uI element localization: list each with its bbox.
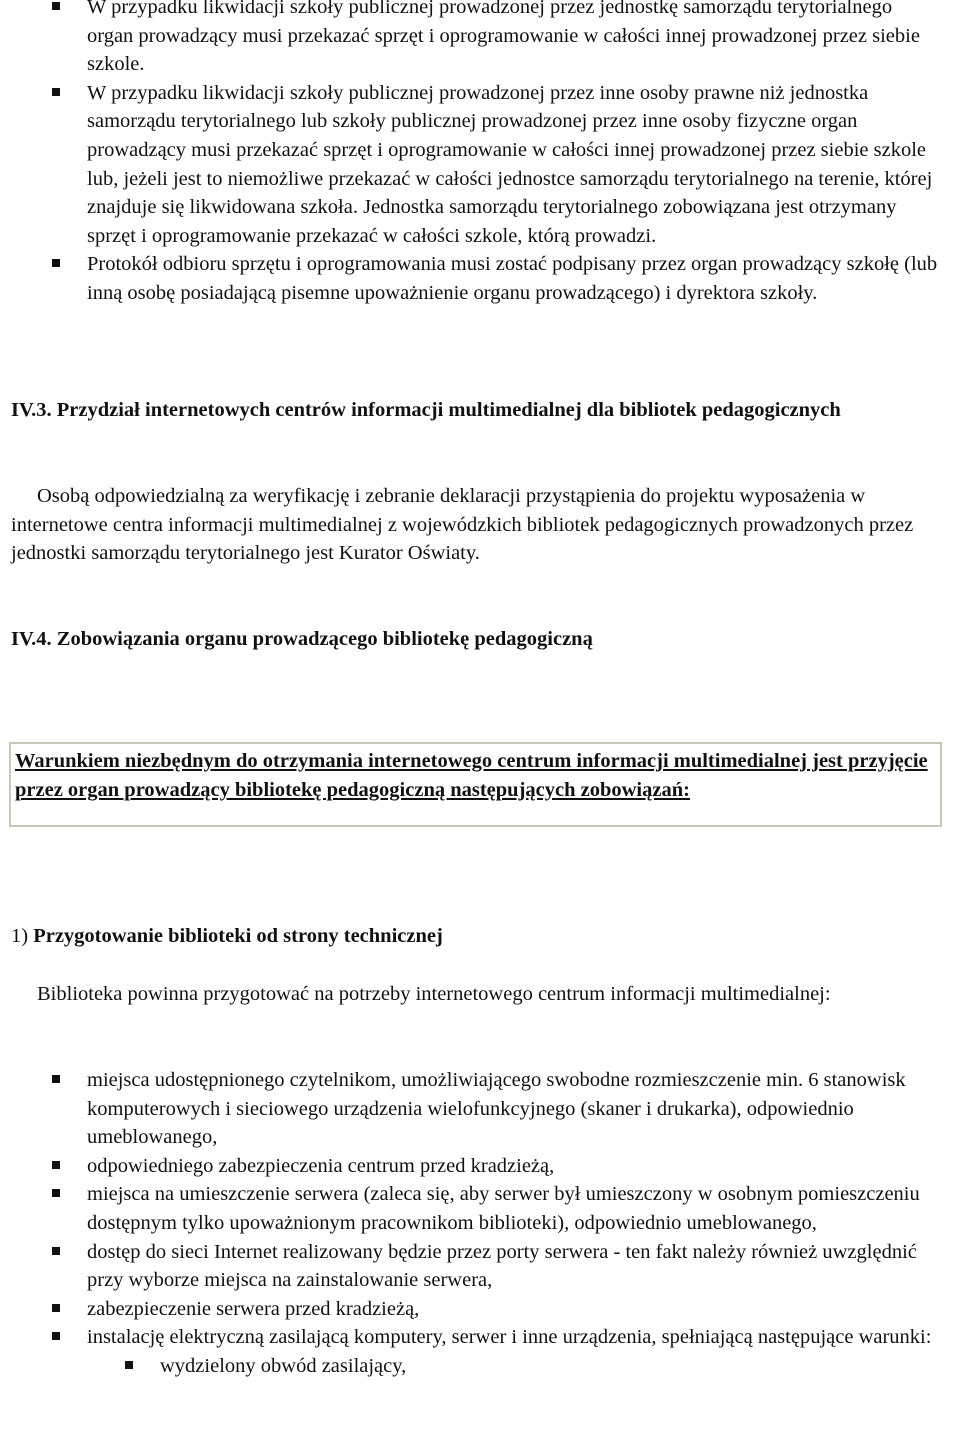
list-item-text: W przypadku likwidacji szkoły publicznej prowadzonej przez inne osoby prawne niż jednostka samorządu terytorialnego lub szkoły publicznej prowadzonej przez inne osoby fizyczne organ prowadzący musi przekazać sprzęt i oprogramowanie w całości innej prowadzonej przez siebie szkole lub, jeżeli jest to niemożliwe przekazać w całości jednostce samorządu terytorialnego na terenie, której znajduje się likwidowana szkoła. Jednostka samorządu terytorialnego zobowiązana jest otrzymany sprzęt i oprogramowanie przekazać w całości szkole, którą prowadzi. (87, 81, 933, 247)
bullet-sublist (0, 1352, 960, 1381)
list-item (0, 1152, 960, 1181)
square-bullet-icon (52, 1075, 60, 1083)
list-item-text: instalację elektryczną zasilającą komputery, serwer i inne urządzenia, spełniającą następujące warunki: (87, 1326, 932, 1349)
square-bullet-icon (52, 1304, 60, 1312)
section-heading-iv3: IV.3. Przydział internetowych centrów informacji multimedialnej dla bibliotek pedagogicznych (11, 399, 841, 421)
list-item-text: miejsca udostępnionego czytelnikom, umożliwiającego swobodne rozmieszczenie min. 6 stanowisk komputerowych i sieciowego urządzenia wielofunkcyjnego (skaner i drukarka), odpowiednio umeblowanego, (87, 1069, 906, 1149)
list-item (0, 79, 960, 251)
subsection-number: 1) (11, 925, 29, 947)
obligations-box-text: Warunkiem niezbędnym do otrzymania internetowego centrum informacji multimedialnej jest przyjęcie przez organ prowadzący bibliotekę pedagogiczną następujących zobowiązań: (15, 750, 928, 801)
obligations-box (9, 742, 942, 827)
list-item (0, 1295, 960, 1324)
sublist-item (0, 1352, 960, 1381)
list-item (0, 1180, 960, 1237)
bullet-list-requirements (0, 1066, 960, 1381)
subsection-title-1 (11, 922, 941, 951)
list-item (0, 1323, 960, 1352)
list-item (0, 250, 960, 307)
list-item-text: dostęp do sieci Internet realizowany będzie przez porty serwera - ten fakt należy również uwzględnić przy wyborze miejsca na zainstalowanie serwera, (87, 1240, 917, 1292)
list-item-text: miejsca na umieszczenie serwera (zaleca się, aby serwer był umieszczony w osobnym pomieszczeniu dostępnym tylko upoważnionym pracownikom biblioteki), odpowiednio umeblowanego, (87, 1183, 920, 1234)
square-bullet-icon (125, 1361, 133, 1369)
paragraph-section1: Biblioteka powinna przygotować na potrzeby internetowego centrum informacji multimedialnej: (37, 983, 831, 1005)
square-bullet-icon (52, 1247, 60, 1255)
list-item-text: W przypadku likwidacji szkoły publicznej prowadzonej przez jednostkę samorządu terytorialnego organ prowadzący musi przekazać sprzęt i oprogramowanie w całości innej prowadzonej przez siebie szkole. (87, 0, 920, 76)
square-bullet-icon (52, 1161, 60, 1169)
section-heading-iv4: IV.4. Zobowiązania organu prowadzącego bibliotekę pedagogiczną (11, 628, 593, 650)
list-item-text: zabezpieczenie serwera przed kradzieżą, (87, 1297, 420, 1320)
square-bullet-icon (52, 2, 60, 10)
list-item (0, 1238, 960, 1295)
square-bullet-icon (52, 88, 60, 96)
bullet-list-liquidation (0, 0, 960, 308)
square-bullet-icon (52, 259, 60, 267)
list-item-text: Protokół odbioru sprzętu i oprogramowania musi zostać podpisany przez organ prowadzący szkołę (lub inną osobę posiadającą pisemne upoważnienie organu prowadzącego) i dyrektora szkoły. (87, 253, 938, 304)
subsection-title-text: Przygotowanie biblioteki od strony technicznej (33, 925, 443, 947)
list-item-text: odpowiedniego zabezpieczenia centrum przed kradzieżą, (87, 1154, 555, 1177)
sublist-item-text: wydzielony obwód zasilający, (160, 1354, 407, 1377)
paragraph-iv3: Osobą odpowiedzialną za weryfikację i zebranie deklaracji przystąpienia do projektu wyposażenia w internetowe centra informacji multimedialnej z wojewódzkich bibliotek pedagogicznych prowadzonych przez jednostki samorządu terytorialnego jest Kurator Oświaty. (11, 485, 914, 565)
square-bullet-icon (52, 1332, 60, 1340)
list-item (0, 0, 960, 79)
list-item (0, 1066, 960, 1152)
square-bullet-icon (52, 1189, 60, 1197)
